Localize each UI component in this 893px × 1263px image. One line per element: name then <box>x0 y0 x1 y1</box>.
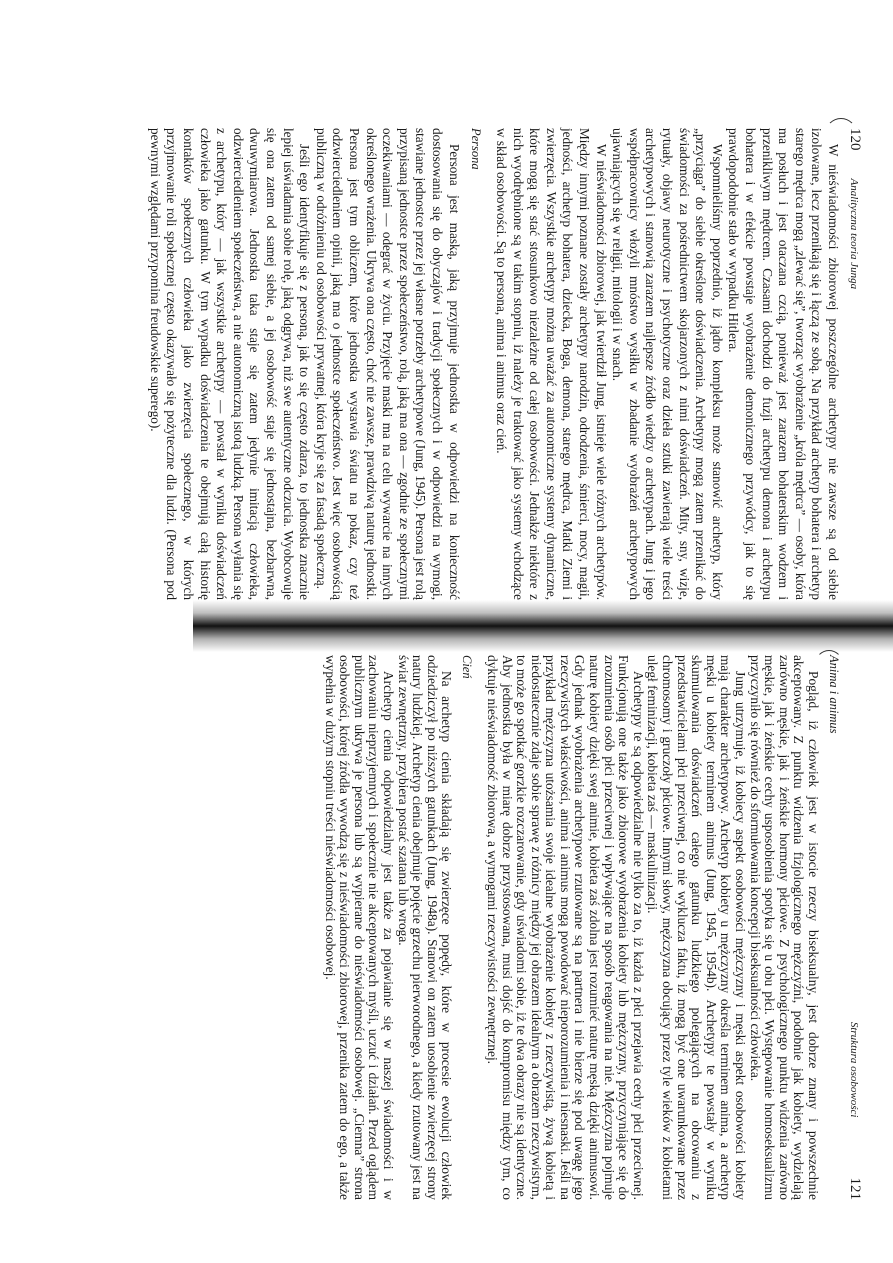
paragraph: W nieświadomości zbiorowej poszczególne archetypy nie zawsze są od siebie izolowane, lecz przenikają się i łączą ze sobą. Na przykład archetyp bohatera i archetyp starego mędrca mogą „zlewać się”, tworząc wyobrażenie „króla mędrca” — osoby, która ma posłuch i jest otaczana czcią, ponieważ jest zarazem bohaterskim wodzem i przenikliwym mędrcem. Czasami dochodzi do fuzji archetypu demona i archetypu bohatera i w efekcie powstaje wyobrażenie demonicznego przywódcy, jak to się prawdopodobnie stało w wypadku Hitlera. <box>726 128 841 600</box>
section-heading-anima: Anima i animus <box>827 655 841 734</box>
page-number: 120 <box>847 128 863 151</box>
binding-shadow <box>193 600 893 652</box>
pen-bracket-mark <box>815 650 843 678</box>
page-121 <box>322 655 863 1200</box>
body-text <box>146 128 841 600</box>
paragraph: Jeśli ego identyfikuje się z personą, jak to się często zdarza, to jednostka znacznie lepiej uświadamia sobie rolę, jaką odgrywa, niż swe autentyczne odczucia. Wyobcowuje się ona zatem od samej siebie, a jej osobowość staje się jednostajna, bezbarwna, dwuwymiarowa. Jednostka taka staje się zatem jedynie imitacją człowieka, odzwierciedleniem społeczeństwa, a nie autonomiczną istotą ludzką. Persona wyłania się z archetypu, który — jak wszystkie archetypy — powstał w wyniku doświadczeń człowieka jako gatunku. W tym wypadku doświadczenia te obejmują całą historię kontaktów społecznych człowieka jako zwierzęcia społecznego, w których przyjmowanie roli społecznej często okazywało się pożyteczne dla ludzi. (Persona pod pewnymi względami przypomina freudowskie superego). <box>147 128 313 600</box>
paragraph: Jung utrzymuje, iż kobiecy aspekt osobowości mężczyzny i męski aspekt osobowości kobiety mają charakter archetypowy. Archetyp kobiety u mężczyzny określa terminem anima, a archetyp męski u kobiety terminem animus (Jung, 1945, 1954b). Archetypy te powstały w wyniku skumulowania doświadczeń całego gatunku ludzkiego polegających na obcowaniu z przedstawicielami płci przeciwnej, co nie wyklucza faktu, iż mogą być one uwarunkowane przez chromosomy i gruczoły płciowe. Innymi słowy, mężczyzna obcujący przez tyle wieków z kobietami uległ feminizacji, kobieta zaś — maskulinizacji. <box>645 655 749 1200</box>
paragraph: Pogląd, iż człowiek jest w istocie rzeczy biseksualny, jest dobrze znany i powszechnie akceptowany. Z punktu widzenia fizjologicznego mężczyźni, podobnie jak kobiety, wydzielają zarówno męskie, jak i żeńskie hormony płciowe. Z psychologicznego punktu widzenia zarówno męskie, jak i żeńskie cechy usposobienia spotyka się u obu płci. Występowanie homoseksualizmu przyczyniło się również do sformułowania koncepcji biseksualności człowieka. <box>747 655 821 1200</box>
section-heading-cien: Cień <box>460 655 475 679</box>
running-head-left <box>841 128 863 600</box>
running-head-right <box>841 655 863 1200</box>
page-120 <box>146 128 863 600</box>
pen-bracket-mark <box>825 118 857 150</box>
paragraph: Na archetyp cienia składają się zwierzęce popędy, które w procesie ewolucji człowiek odziedziczył po niższych gatunkach (Jung, 1948a). Stanowi on zatem uosobienie zwierzęcej strony natury ludzkiej. Archetyp cienia obejmuje pojęcie grzechu pierworodnego, a kiedy rzutowany jest na świat zewnętrzny, przybiera postać szatana lub wroga. <box>395 655 455 1200</box>
paragraph: Wspomnieliśmy poprzednio, iż jądro kompleksu może stanowić archetyp, który „przyciąga” do siebie określone doświadczenia. Archetypy mogą zatem przenikać do świadomości za pośrednictwem skojarzonych z nimi doświadczeń. Mity, sny, wizje, rytuały, objawy neurotyczne i psychotyczne oraz dzieła sztuki zawierają wiele treści archetypowych i stanowią zarazem najlepsze źródło wiedzy o archetypach. Jung i jego współpracownicy włożyli mnóstwo wysiłku w zbadanie wyobrażeń archetypowych ujawniających się w religii, mitologii i w snach. <box>610 128 725 600</box>
running-title: Analityczna teoria Junga <box>848 178 860 290</box>
paragraph: Persona jest maską, jaką przyjmuje jednostka w odpowiedzi na konieczność dostosowania się do obyczajów i tradycji społecznych i w odpowiedzi na wymogi, stawiane jednostce przez jej własne potrzeby archetypowe (Jung, 1945). Persona jest rolą przypisaną jednostce przez społeczeństwo, rolą, jaką ma ona — zgodnie ze społecznymi oczekiwaniami — odegrać w życiu. Przyjęcie maski ma na celu wywarcie na innych określonego wrażenia. Ukrywa ona często, choć nie zawsze, prawdziwą naturę jednostki. Persona jest tym obliczem, które jednostka wystawia światu na pokaz, czy też odzwierciedleniem opinii, jaką ma o jednostce społeczeństwo. Jest więc osobowością publiczną w odróżnieniu od osobowości prywatnej, która kryje się za fasadą społeczną. <box>313 128 462 600</box>
paragraph: W nieświadomości zbiorowej, jak twierdził Jung, istnieje wiele różnych archetypów. Między innymi poznane zostały archetypy narodzin, odrodzenia, śmierci, mocy, magii, jedności, archetyp bohatera, dziecka, Boga, demona, starego mędrca, Matki Ziemi i zwierzęcia. Wszystkie archetypy można uważać za autonomiczne systemy dynamiczne, które mogą się stać stosunkowo niezależne od całej osobowości. Jednakże niektóre z nich wyodrębnione są w takim stopniu, iż należy je traktować jako systemy wchodzące w skład osobowości. Są to persona, anima i animus oraz cień. <box>494 128 609 600</box>
paragraph: Archetyp cienia odpowiedzialny jest także za pojawianie się w naszej świadomości i w zachowaniu nieprzyjemnych i społecznie nie akceptowanych myśli, uczuć i działań. Przed oglądem publicznym ukrywa je persona lub są wypierane do nieświadomości osobowej. „Ciemna” strona osobowości, której źródła wywodzą się z nieświadomości zbiorowej, przenika zatem do ego, a także wypełnia w dużym stopniu treści nieświadomości osobowej. <box>322 655 396 1200</box>
paragraph: Archetypy te są odpowiedzialne nie tylko za to, iż każda z płci przejawia cechy płci przeciwnej. Funkcjonują one także jako zbiorowe wyobrażenia kobiety lub mężczyzny, przyczyniające się do zrozumienia osób płci przeciwnej i wpływające na sposób reagowania na nie. Mężczyzna pojmuje naturę kobiety dzięki swej animie, kobieta zaś zdolna jest rozumieć naturę męską dzięki animusowi. Gdy jednak wyobrażenia archetypowe rzutowane są na partnera i nie bierze się pod uwagę jego rzeczywistych właściwości, anima i animus mogą powodować nieporozumienia i niesnaski. Jeśli na przykład mężczyzna utożsamia swoje idealne wyobrażenie kobiety z rzeczywistą, żywą kobietą i niedostatecznie zdaje sobie sprawę z różnicy między jej obrazem idealnym a obrazem rzeczywistym, to może go spotkać gorzkie rozczarowanie, gdy uświadomi sobie, iż te dwa obrazy nie są identyczne. Aby jednostka była w miarę dobrze przystosowana, musi dojść do kompromisu między tym, co dyktuje nieświadomość zbiorowa, a wymogami rzeczywistości zewnętrznej. <box>484 655 646 1200</box>
section-heading-persona: Persona <box>468 128 483 170</box>
body-text <box>322 655 841 1200</box>
running-title: Struktura osobowości <box>848 1021 860 1118</box>
page-number: 121 <box>847 1177 863 1200</box>
